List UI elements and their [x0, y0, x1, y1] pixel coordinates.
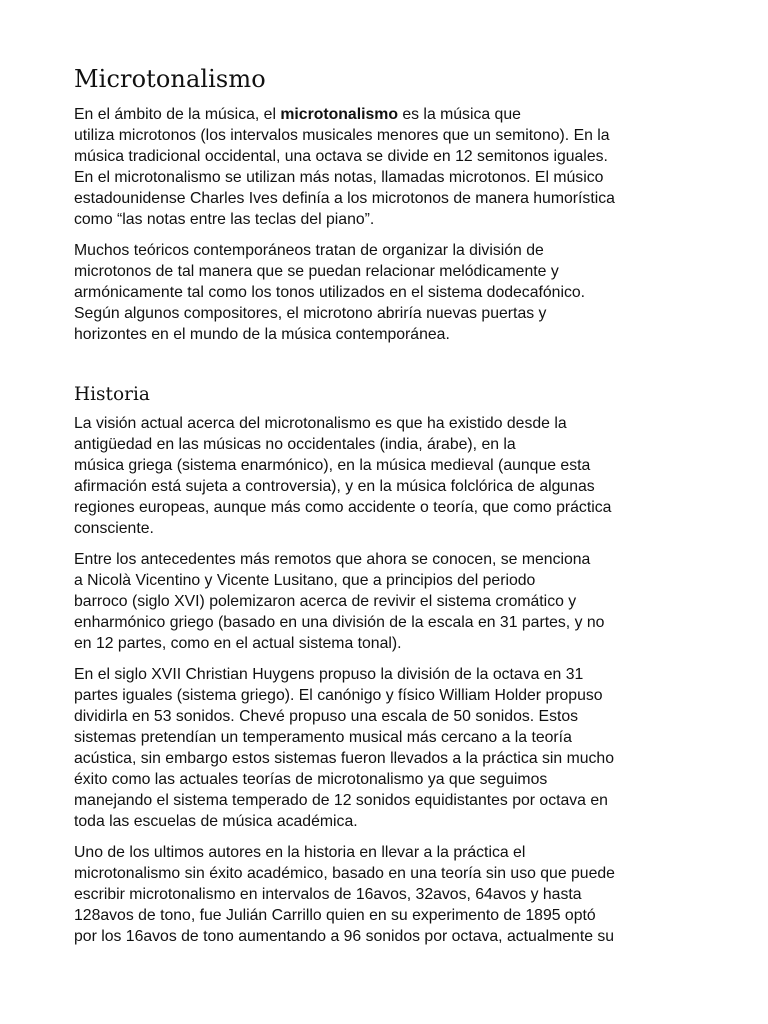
- text-line: Muchos teóricos contemporáneos tratan de organizar la división de: [74, 242, 544, 259]
- text-line: toda las escuelas de música académica.: [74, 813, 358, 830]
- page-title: Microtonalismo: [74, 65, 266, 93]
- text-line: horizontes en el mundo de la música contemporánea.: [74, 326, 450, 343]
- historia-paragraph-3: [74, 664, 714, 832]
- text-line: Entre los antecedentes más remotos que ahora se conocen, se menciona: [74, 551, 591, 568]
- text-line: microtonalismo sin éxito académico, basado en una teoría sin uso que puede: [74, 865, 615, 882]
- text-line: En el microtonalismo se utilizan más notas, llamadas microtonos. El músico: [74, 169, 604, 186]
- text-line: microtonos de tal manera que se puedan relacionar melódicamente y: [74, 263, 559, 280]
- text-line: Según algunos compositores, el microtono abriría nuevas puertas y: [74, 305, 547, 322]
- intro-paragraph-1: [74, 104, 714, 230]
- historia-paragraph-1: [74, 413, 714, 539]
- text-line: manejando el sistema temperado de 12 sonidos equidistantes por octava en: [74, 792, 608, 809]
- intro-paragraph-2: [74, 240, 714, 345]
- text-line: afirmación está sujeta a controversia), y en la música folclórica de algunas: [74, 478, 595, 495]
- text-line: a Nicolà Vicentino y Vicente Lusitano, que a principios del periodo: [74, 572, 536, 589]
- text-line: acústica, sin embargo estos sistemas fueron llevados a la práctica sin mucho: [74, 750, 614, 767]
- text-line: como “las notas entre las teclas del piano”.: [74, 211, 375, 228]
- text-line: escribir microtonalismo en intervalos de 16avos, 32avos, 64avos y hasta: [74, 886, 582, 903]
- text-line: consciente.: [74, 520, 154, 537]
- text-line: partes iguales (sistema griego). El canónigo y físico William Holder propuso: [74, 687, 603, 704]
- bold-term: microtonalismo: [280, 106, 398, 123]
- text-line: antigüedad en las músicas no occidentales (india, árabe), en la: [74, 436, 516, 453]
- section-heading-historia: Historia: [74, 384, 150, 405]
- text-line: La visión actual acerca del microtonalismo es que ha existido desde la: [74, 415, 567, 432]
- historia-paragraph-4: [74, 842, 714, 947]
- text-line: estadounidense Charles Ives definía a los microtonos de manera humorística: [74, 190, 615, 207]
- document-page: [74, 62, 714, 957]
- text-line: música griega (sistema enarmónico), en la música medieval (aunque esta: [74, 457, 591, 474]
- text-line: éxito como las actuales teorías de microtonalismo ya que seguimos: [74, 771, 548, 788]
- text-line: armónicamente tal como los tonos utilizados en el sistema dodecafónico.: [74, 284, 586, 301]
- text-line: por los 16avos de tono aumentando a 96 sonidos por octava, actualmente su: [74, 928, 615, 945]
- text-line: dividirla en 53 sonidos. Chevé propuso una escala de 50 sonidos. Estos: [74, 708, 579, 725]
- text-line: regiones europeas, aunque más como accidente o teoría, que como práctica: [74, 499, 612, 516]
- text-line: sistemas pretendían un temperamento musical más cercano a la teoría: [74, 729, 572, 746]
- text-line: enharmónico griego (basado en una división de la escala en 31 partes, y no: [74, 614, 605, 631]
- text-line: 128avos de tono, fue Julián Carrillo quien en su experimento de 1895 optó: [74, 907, 596, 924]
- text-line: utiliza microtonos (los intervalos musicales menores que un semitono). En la: [74, 127, 610, 144]
- text-line: música tradicional occidental, una octava se divide en 12 semitonos iguales.: [74, 148, 608, 165]
- text-line: En el ámbito de la música, el microtonalismo es la música que: [74, 106, 521, 123]
- text-line: en 12 partes, como en el actual sistema tonal).: [74, 635, 402, 652]
- text-line: En el siglo XVII Christian Huygens propuso la división de la octava en 31: [74, 666, 584, 683]
- text-line: Uno de los ultimos autores en la historia en llevar a la práctica el: [74, 844, 526, 861]
- text-line: barroco (siglo XVI) polemizaron acerca de revivir el sistema cromático y: [74, 593, 577, 610]
- historia-paragraph-2: [74, 549, 714, 654]
